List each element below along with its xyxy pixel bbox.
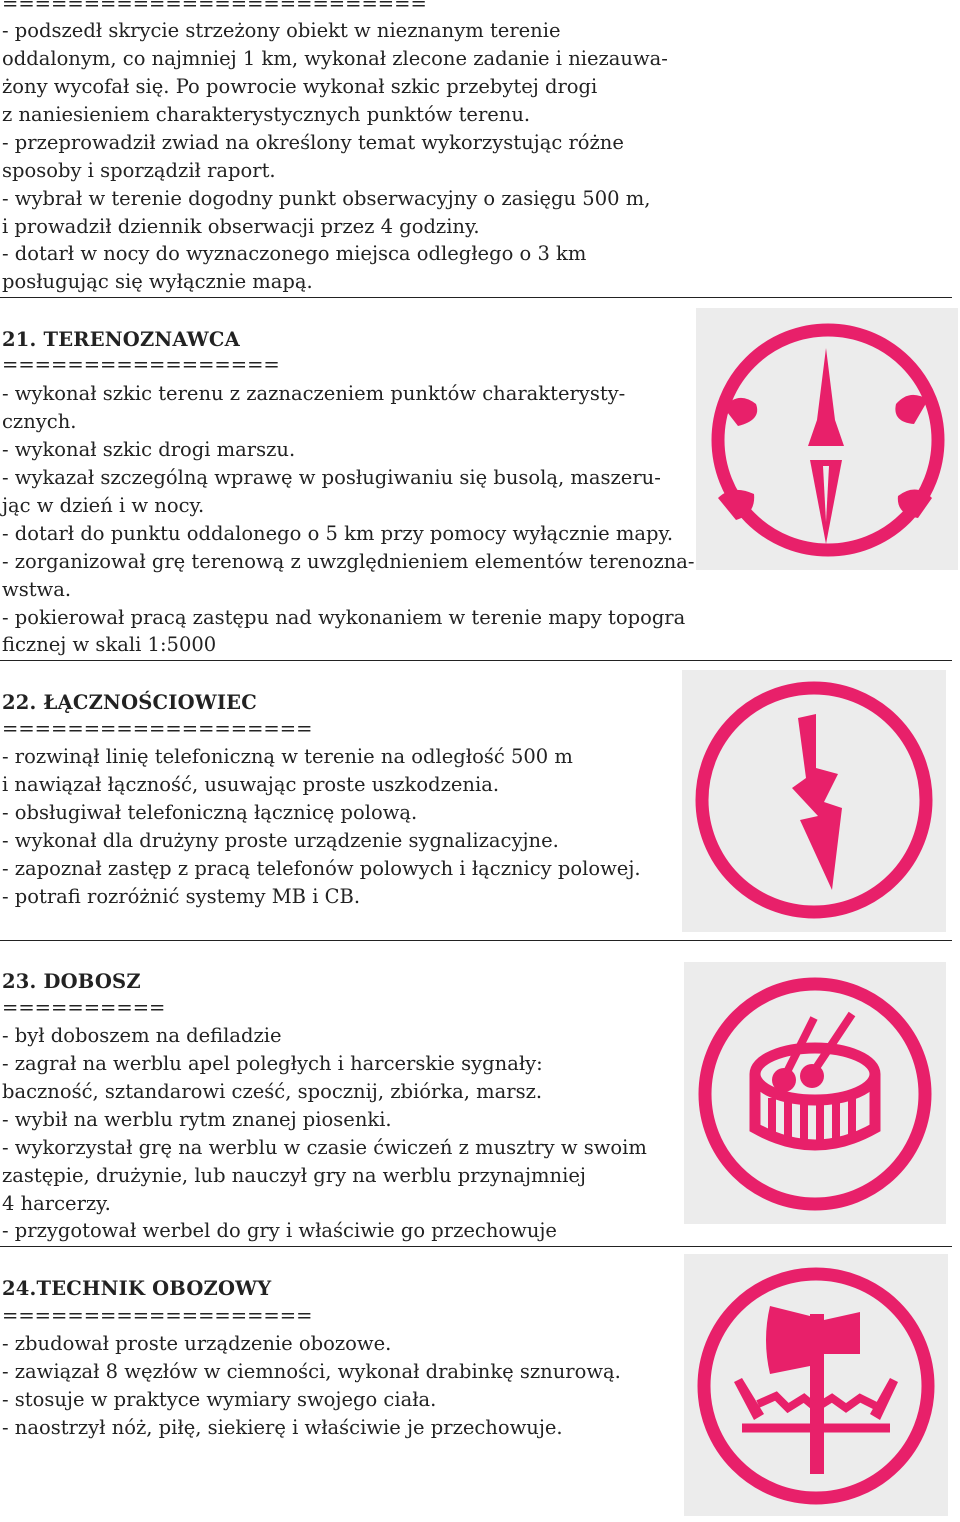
text-line: cznych.	[2, 410, 77, 433]
text-line: - zapoznał zastęp z pracą telefonów polowych i łącznicy polowej.	[2, 857, 641, 880]
section-equals: ===================	[2, 717, 313, 740]
text-line: jąc w dzień i w nocy.	[2, 494, 205, 517]
lacznosciowiec-badge	[682, 670, 946, 932]
text-line: - wybił na werblu rytm znanej piosenki.	[2, 1108, 392, 1131]
section-title: 21. TERENOZNAWCA	[2, 328, 240, 351]
text-line: żony wycofał się. Po powrocie wykonał szkic przebytej drogi	[2, 75, 598, 98]
text-line: - wykonał dla drużyny proste urządzenie sygnalizacyjne.	[2, 829, 559, 852]
drum-icon	[684, 962, 946, 1224]
section-divider	[0, 940, 952, 941]
section-divider	[0, 297, 952, 298]
text-line: 4 harcerzy.	[2, 1192, 111, 1215]
section-divider	[0, 660, 952, 661]
camp-tools-icon	[684, 1254, 948, 1516]
section-equals: ==========	[2, 996, 166, 1019]
text-line: i nawiązał łączność, usuwając proste uszkodzenia.	[2, 773, 500, 796]
section-title: 22. ŁĄCZNOŚCIOWIEC	[2, 691, 257, 714]
text-line: - podszedł skrycie strzeżony obiekt w nieznanym terenie	[2, 19, 561, 42]
text-line: i prowadził dziennik obserwacji przez 4 godziny.	[2, 215, 480, 238]
text-line: - wykorzystał grę na werblu w czasie ćwiczeń z musztry w swoim	[2, 1136, 647, 1159]
section-title: 23. DOBOSZ	[2, 970, 141, 993]
text-line: - zorganizował grę terenową z uwzględnieniem elementów terenozna-	[2, 550, 695, 573]
text-line: zastępie, drużynie, lub nauczył gry na werblu przynajmniej	[2, 1164, 586, 1187]
text-line: z naniesieniem charakterystycznych punktów terenu.	[2, 103, 531, 126]
section-title: 24.TECHNIK OBOZOWY	[2, 1277, 272, 1300]
dobosz-badge	[684, 962, 946, 1224]
text-line: - był doboszem na defiladzie	[2, 1024, 282, 1047]
text-line: - wykonał szkic terenu z zaznaczeniem punktów charakterysty-	[2, 382, 626, 405]
text-line: - zbudował proste urządzenie obozowe.	[2, 1332, 392, 1355]
text-line: - obsługiwał telefoniczną łącznicę polową.	[2, 801, 418, 824]
text-line: - potrafi rozróżnić systemy MB i CB.	[2, 885, 361, 908]
text-line: posługując się wyłącznie mapą.	[2, 270, 313, 293]
text-line: - pokierował pracą zastępu nad wykonaniem w terenie mapy topogra	[2, 606, 686, 629]
text-line: oddalonym, co najmniej 1 km, wykonał zlecone zadanie i niezauwa-	[2, 47, 668, 70]
section-equals: ===================	[2, 1304, 313, 1327]
text-line: ficznej w skali 1:5000	[2, 633, 217, 656]
text-line: - przygotował werbel do gry i właściwie go przechowuje	[2, 1219, 557, 1242]
text-line: - wykazał szczególną wprawę w posługiwaniu się busolą, maszeru-	[2, 466, 661, 489]
text-line: wstwa.	[2, 578, 72, 601]
text-line: baczność, sztandarowi cześć, spocznij, zbiórka, marsz.	[2, 1080, 543, 1103]
terenoznawca-badge	[696, 308, 958, 570]
compass-icon	[696, 308, 958, 570]
text-line: - rozwinął linię telefoniczną w terenie na odległość 500 m	[2, 745, 573, 768]
lightning-icon	[682, 670, 946, 932]
technik-obozowy-badge	[684, 1254, 948, 1516]
top-equals: ==========================	[2, 0, 427, 15]
text-line: - zawiązał 8 węzłów w ciemności, wykonał drabinkę sznurową.	[2, 1360, 621, 1383]
text-line: - zagrał na werblu apel poległych i harcerskie sygnały:	[2, 1052, 543, 1075]
section-equals: =================	[2, 353, 280, 376]
text-line: - wybrał w terenie dogodny punkt obserwacyjny o zasięgu 500 m,	[2, 187, 651, 210]
text-line: sposoby i sporządził raport.	[2, 159, 276, 182]
text-line: - dotarł do punktu oddalonego o 5 km przy pomocy wyłącznie mapy.	[2, 522, 674, 545]
text-line: - przeprowadził zwiad na określony temat wykorzystując różne	[2, 131, 624, 154]
section-divider	[0, 1246, 952, 1247]
text-line: - dotarł w nocy do wyznaczonego miejsca odległego o 3 km	[2, 242, 587, 265]
text-line: - stosuje w praktyce wymiary swojego ciała.	[2, 1388, 437, 1411]
text-line: - naostrzył nóż, piłę, siekierę i właściwie je przechowuje.	[2, 1416, 563, 1439]
text-line: - wykonał szkic drogi marszu.	[2, 438, 296, 461]
